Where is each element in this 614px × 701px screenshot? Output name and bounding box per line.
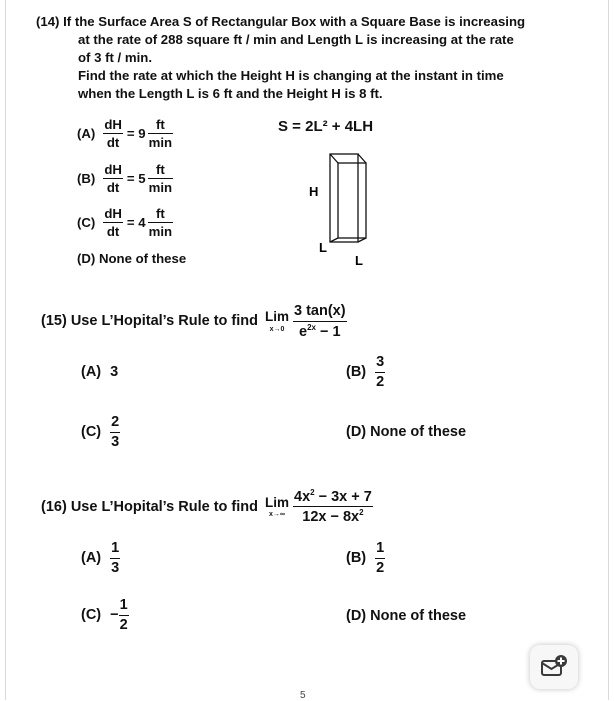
height-label: H — [309, 184, 319, 199]
q14-line4: Find the rate at which the Height H is changing at the instant in time — [78, 68, 504, 83]
option-label: (A) — [81, 550, 102, 566]
derivative-fraction: $\frac{dH}{dt}$ — [104, 206, 122, 240]
option-fraction: $\frac{1}{2}$ — [376, 540, 385, 576]
q14-option-c[interactable] — [77, 207, 173, 238]
box-back-face — [338, 163, 366, 238]
unit-fraction: $\frac{ft}{\min}$ — [148, 117, 173, 151]
q15-option-a[interactable] — [81, 364, 118, 380]
derivative-fraction: $\frac{dH}{dt}$ — [104, 162, 122, 196]
limit-operator: Lim x→∞ — [264, 494, 289, 519]
option-label: (B) — [346, 364, 367, 380]
q14-line5: when the Length L is 6 ft and the Height H is 8 ft. — [78, 86, 383, 101]
add-annotation-button[interactable] — [530, 645, 578, 689]
option-label: (B) — [77, 171, 96, 187]
option-fraction: $\frac{1}{2}$ — [119, 597, 128, 633]
q14-option-d[interactable]: (D) None of these — [77, 251, 187, 266]
q16-limit-fraction: $\frac{4x^2 - 3x + 7}{12x - 8x^2}$ — [294, 488, 372, 526]
mail-plus-icon — [539, 653, 569, 681]
rectangular-box-diagram — [300, 145, 390, 270]
length-label-bottom: L — [355, 253, 363, 268]
q14-option-a[interactable] — [77, 118, 173, 149]
unit-fraction: $\frac{ft}{\min}$ — [148, 162, 173, 196]
q15-option-b[interactable] — [346, 355, 385, 389]
question-15 — [41, 304, 347, 339]
q16-prompt: (16) Use L’Hopital’s Rule to find — [41, 498, 258, 515]
page-number: 5 — [300, 690, 306, 701]
q16-option-c[interactable] — [81, 598, 129, 632]
question-14 — [36, 13, 581, 103]
option-coefficient: = 9 — [126, 126, 146, 142]
q14-line3: of 3 ft / min. — [78, 50, 152, 65]
unit-fraction: $\frac{ft}{\min}$ — [148, 206, 173, 240]
q14-option-b[interactable] — [77, 163, 173, 194]
option-fraction: $\frac{3}{2}$ — [376, 354, 385, 390]
question-16 — [41, 489, 373, 525]
limit-operator: Lim x→0 — [264, 309, 289, 333]
q16-option-b[interactable] — [346, 541, 385, 575]
q16-option-d[interactable]: (D) None of these — [346, 608, 467, 624]
option-value: 3 — [110, 364, 119, 380]
q14-number: (14) — [36, 14, 60, 29]
derivative-fraction: $\frac{dH}{dt}$ — [104, 117, 122, 151]
surface-area-formula: S = 2L² + 4LH — [278, 118, 374, 135]
q15-limit-fraction: $\frac{3 \tan(x)}{e^{2x} - 1}$ — [294, 303, 346, 340]
option-sign: − — [110, 607, 119, 623]
q15-prompt: (15) Use L’Hopital’s Rule to find — [41, 313, 258, 330]
length-label-left: L — [319, 240, 327, 255]
q15-option-c[interactable] — [81, 415, 120, 449]
option-label: (C) — [81, 607, 102, 623]
page-frame — [5, 0, 609, 700]
option-fraction: $\frac{2}{3}$ — [111, 414, 120, 450]
q14-line1: If the Surface Area S of Rectangular Box with a Square Base is increasing — [63, 14, 526, 29]
box-front-face — [330, 154, 358, 242]
q16-option-a[interactable] — [81, 541, 120, 575]
option-coefficient: = 4 — [126, 215, 146, 231]
option-label: (C) — [81, 424, 102, 440]
option-coefficient: = 5 — [126, 171, 146, 187]
q15-option-d[interactable]: (D) None of these — [346, 424, 467, 440]
option-label: (A) — [77, 126, 96, 142]
q14-line2: at the rate of 288 square ft / min and Length L is increasing at the rate — [78, 32, 514, 47]
option-label: (C) — [77, 215, 96, 231]
option-fraction: $\frac{1}{3}$ — [111, 540, 120, 576]
option-label: (B) — [346, 550, 367, 566]
option-label: (A) — [81, 364, 102, 380]
